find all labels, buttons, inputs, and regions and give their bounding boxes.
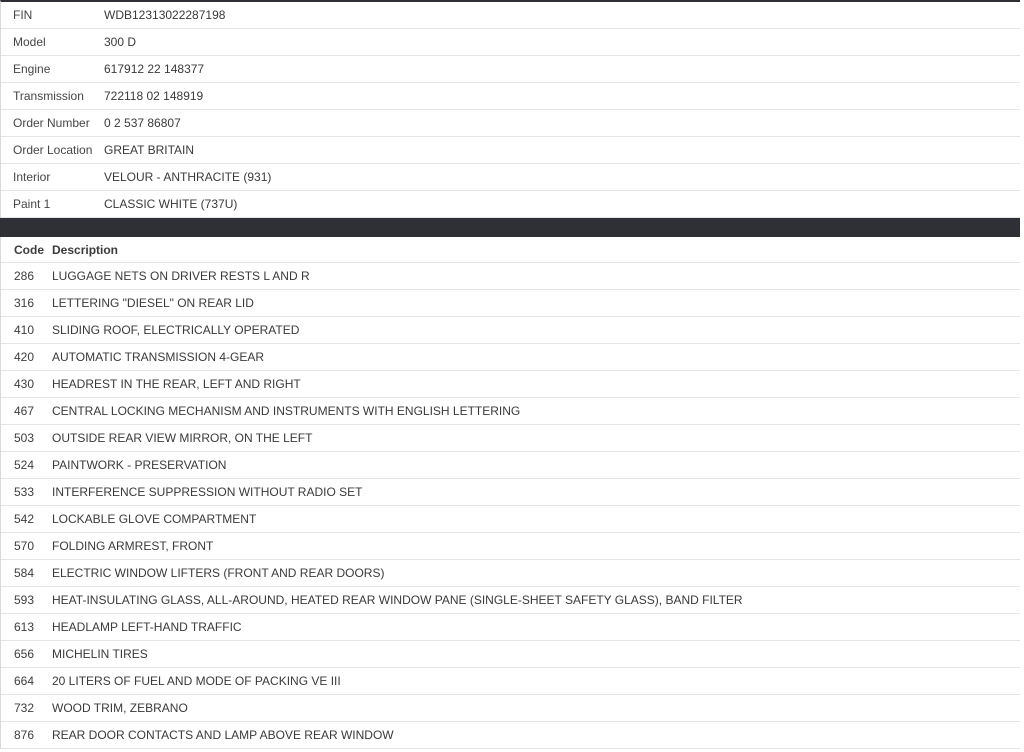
field-value: WDB12313022287198 — [104, 8, 226, 22]
vehicle-info-row — [1, 56, 1020, 83]
code-table-row — [1, 533, 1020, 560]
code-cell: 410 — [14, 323, 35, 337]
description-cell: SLIDING ROOF, ELECTRICALLY OPERATED — [52, 323, 300, 337]
field-label: Transmission — [13, 89, 84, 103]
code-table-row — [1, 641, 1020, 668]
description-cell: PAINTWORK - PRESERVATION — [52, 458, 227, 472]
description-cell: AUTOMATIC TRANSMISSION 4-GEAR — [52, 350, 265, 364]
code-cell: 542 — [14, 512, 35, 526]
code-cell: 524 — [14, 458, 35, 472]
field-label: Order Number — [13, 116, 90, 130]
code-table-row — [1, 371, 1020, 398]
field-value: 300 D — [104, 35, 137, 49]
codes-table-body — [1, 263, 1020, 749]
code-table-row — [1, 398, 1020, 425]
code-table-row — [1, 344, 1020, 371]
code-table-row — [1, 452, 1020, 479]
field-label: FIN — [13, 8, 33, 22]
code-cell: 467 — [14, 404, 35, 418]
vehicle-info-row — [1, 137, 1020, 164]
code-cell: 584 — [14, 566, 35, 580]
code-cell: 613 — [14, 620, 35, 634]
code-table-row — [1, 263, 1020, 290]
code-cell: 656 — [14, 647, 35, 661]
description-column-header: Description — [52, 242, 119, 257]
code-table-row — [1, 695, 1020, 722]
vehicle-info-row — [1, 29, 1020, 56]
description-cell: LUGGAGE NETS ON DRIVER RESTS L AND R — [52, 269, 310, 283]
description-cell: HEAT-INSULATING GLASS, ALL-AROUND, HEATED REAR WINDOW PANE (SINGLE-SHEET SAFETY GLASS), BAND FILTER — [52, 593, 743, 607]
field-value: VELOUR - ANTHRACITE (931) — [104, 170, 272, 184]
code-table-row — [1, 479, 1020, 506]
description-cell: HEADREST IN THE REAR, LEFT AND RIGHT — [52, 377, 301, 391]
vehicle-info-row — [1, 164, 1020, 191]
field-value: GREAT BRITAIN — [104, 143, 195, 157]
description-cell: MICHELIN TIRES — [52, 647, 148, 661]
vehicle-info-row — [1, 191, 1020, 218]
equipment-codes-table — [0, 237, 1020, 749]
description-cell: WOOD TRIM, ZEBRANO — [52, 701, 188, 715]
description-cell: FOLDING ARMREST, FRONT — [52, 539, 214, 553]
vehicle-info-row — [1, 83, 1020, 110]
code-cell: 664 — [14, 674, 35, 688]
description-cell: 20 LITERS OF FUEL AND MODE OF PACKING VE III — [52, 674, 341, 688]
code-table-row — [1, 425, 1020, 452]
code-column-header: Code — [14, 242, 44, 257]
code-cell: 732 — [14, 701, 35, 715]
code-cell: 876 — [14, 728, 35, 742]
code-table-row — [1, 614, 1020, 641]
code-table-row — [1, 506, 1020, 533]
code-table-row — [1, 560, 1020, 587]
field-value: 617912 22 148377 — [104, 62, 205, 76]
field-label: Order Location — [13, 143, 93, 157]
vehicle-info-rows — [1, 2, 1020, 218]
field-label: Paint 1 — [13, 197, 51, 211]
code-table-row — [1, 290, 1020, 317]
section-divider-bar — [0, 218, 1020, 237]
code-cell: 503 — [14, 431, 35, 445]
description-cell: LOCKABLE GLOVE COMPARTMENT — [52, 512, 257, 526]
code-cell: 420 — [14, 350, 35, 364]
code-table-row — [1, 587, 1020, 614]
vehicle-info-row — [1, 2, 1020, 29]
field-value: 722118 02 148919 — [104, 89, 204, 103]
code-cell: 286 — [14, 269, 35, 283]
field-value: CLASSIC WHITE (737U) — [104, 197, 238, 211]
code-table-row — [1, 668, 1020, 695]
code-cell: 593 — [14, 593, 35, 607]
code-table-row — [1, 317, 1020, 344]
vehicle-info-table — [0, 0, 1020, 218]
code-cell: 533 — [14, 485, 35, 499]
field-label: Model — [13, 35, 46, 49]
code-cell: 570 — [14, 539, 35, 553]
description-cell: ELECTRIC WINDOW LIFTERS (FRONT AND REAR DOORS) — [52, 566, 385, 580]
field-label: Interior — [13, 170, 51, 184]
code-cell: 430 — [14, 377, 35, 391]
description-cell: REAR DOOR CONTACTS AND LAMP ABOVE REAR WINDOW — [52, 728, 394, 742]
code-table-row — [1, 722, 1020, 749]
field-label: Engine — [13, 62, 51, 76]
description-cell: OUTSIDE REAR VIEW MIRROR, ON THE LEFT — [52, 431, 313, 445]
description-cell: LETTERING "DIESEL" ON REAR LID — [52, 296, 254, 310]
description-cell: INTERFERENCE SUPPRESSION WITHOUT RADIO SET — [52, 485, 363, 499]
vehicle-info-row — [1, 110, 1020, 137]
code-cell: 316 — [14, 296, 35, 310]
description-cell: HEADLAMP LEFT-HAND TRAFFIC — [52, 620, 242, 634]
field-value: 0 2 537 86807 — [104, 116, 181, 130]
codes-table-header-row — [1, 237, 1020, 263]
description-cell: CENTRAL LOCKING MECHANISM AND INSTRUMENTS WITH ENGLISH LETTERING — [52, 404, 521, 418]
